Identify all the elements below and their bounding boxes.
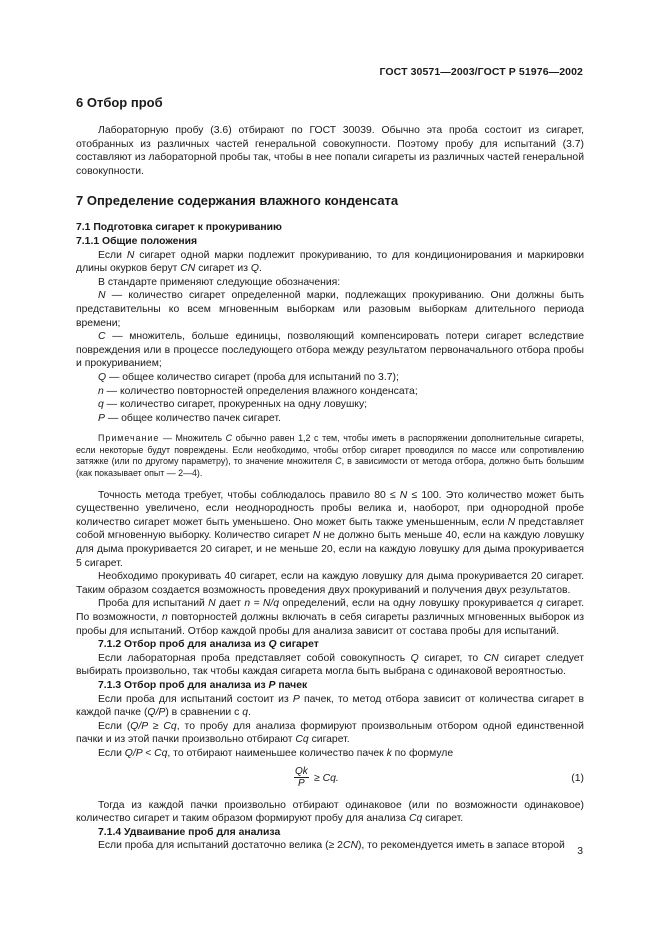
paragraph-condition-lt: Если Q/P < Cq, то отбирают наименьшее количество пачек k по формуле [98, 747, 454, 759]
section-6-title: 6 Отбор проб [76, 95, 163, 110]
definition-n: n — количество повторностей определения влажного конденсата; [98, 385, 418, 397]
paragraph-notation-intro: В стандарте применяют следующие обозначения: [98, 276, 341, 288]
section-7-title: 7 Определение содержания влажного конденсата [76, 193, 399, 209]
section-7-1-title: 7.1 Подготовка сигарет к прокуриванию [76, 222, 282, 234]
definition-q: q — количество сигарет, прокуренных на одну ловушку; [98, 399, 368, 411]
section-7-1-1-title: 7.1.1 Общие положения [76, 235, 198, 247]
definition-C: C — множитель, больше единицы, позволяющий компенсировать потери сигарет вследствие повреждения или в процессе последующего отбора между результатом первоначального отбора пробы и прокуриванием; [76, 331, 584, 370]
page-number: 3 [577, 846, 583, 857]
paragraph-n-cigarettes: Если N сигарет одной марки подлежит прокуриванию, то для кондиционирования и маркировки длины окурков берут CN сигарет из Q. [76, 249, 584, 275]
definition-P: P — общее количество пачек сигарет. [98, 412, 281, 424]
paragraph-lab-sample: Если лабораторная проба представляет собой совокупность Q сигарет, то CN сигарет следует выбирать произвольно, так чтобы каждая сигарета могла быть выбрана с одинаковой вероятностью. [76, 652, 584, 678]
paragraph-accuracy: Точность метода требует, чтобы соблюдалось правило 80 ≤ N ≤ 100. Это количество может быть существенно увеличено, если неоднородность пробы велика и, наоборот, при однородной пробе количество сигарет может быть уменьшено. Оно может быть также уменьшенным, если N представляет собой мгновенную выборку. Количество сигарет N не должно быть меньше 40, если на каждую ловушку для дыма прокуривается 20 сигарет, и не меньше 20, если на каждую ловушку для дыма прокуривается 5 сигарет. [76, 489, 585, 569]
paragraph-each-pack: Тогда из каждой пачки произвольно отбирают одинаковое (или по возможности одинаковое) количество сигарет и таким образом формируют пробу для анализа Cq сигарет. [76, 799, 584, 825]
formula-fraction [294, 766, 309, 789]
section-7-1-2-title: 7.1.2 Отбор проб для анализа из Q сигарет [98, 639, 319, 651]
formula-denominator: P [298, 777, 305, 789]
section-7-1-4-title: 7.1.4 Удваивание проб для анализа [98, 826, 281, 838]
paragraph-packs: Если проба для испытаний состоит из P пачек, то метод отбора зависит от количества сигарет в каждой пачке (Q/P) в сравнении с q. [76, 693, 585, 719]
formula-1 [76, 766, 584, 796]
section-7-1-3-title: 7.1.3 Отбор проб для анализа из P пачек [98, 679, 308, 691]
paragraph-smoke-40: Необходимо прокуривать 40 сигарет, если на каждую ловушку для дыма прокуривается 20 сигарет. Таким образом создается возможность проведения двух прокуриваний и получения двух результатов. [76, 571, 584, 596]
definition-Q: Q — общее количество сигарет (проба для испытаний по 3.7); [98, 371, 399, 383]
formula-number: (1) [571, 772, 584, 784]
formula-relation: ≥ Cq. [314, 772, 339, 784]
paragraph-test-sample: Проба для испытаний N дает n = N/q определений, если на одну ловушку прокуривается q сигарет. По возможности, n повторностей должны включать в себя сигареты различных мгновенных выборок из пробы для испытаний. Отбор каждой пробы для анализа зависит от состава пробы для испытаний. [76, 598, 584, 637]
page-content [76, 95, 584, 853]
definition-N: N — количество сигарет определенной марки, подлежащих прокуриванию. Они должны быть представительны ко всем мгновенным выборкам или разовым выборкам длительного периода времени; [76, 290, 584, 329]
paragraph-condition-ge: Если (Q/P ≥ Cq, то пробу для анализа формируют произвольным отбором одной единственной пачки и из этой пачки произвольно отбирают Cq сигарет. [76, 720, 584, 746]
standard-header: ГОСТ 30571—2003/ГОСТ Р 51976—2002 [379, 66, 583, 78]
paragraph-doubling: Если проба для испытаний достаточно велика (≥ 2CN), то рекомендуется иметь в запасе второй [98, 840, 565, 852]
formula-numerator: Qk [295, 765, 308, 777]
section-6-paragraph: Лабораторную пробу (3.6) отбирают по ГОСТ 30039. Обычно эта проба состоит из сигарет, отобранных из различных частей генеральной совокупности. Поэтому пробу для испытаний (3.7) составляют из лабораторной пробы так, чтобы в нее попали сигареты из различных частей генеральной совокупности. [76, 125, 584, 177]
note-multiplier: Примечание — Множитель C обычно равен 1,2 с тем, чтобы иметь в распоряжении дополнительные сигареты, если некоторые будут повреждены. Если необходимо, чтобы отбор сигарет проводился по массе или сопротивлению затяжке (или по другому параметру), то значение множителя C, в зависимости от метода отбора, должно быть большим (как показывает опыт — 2—4). [76, 433, 584, 479]
